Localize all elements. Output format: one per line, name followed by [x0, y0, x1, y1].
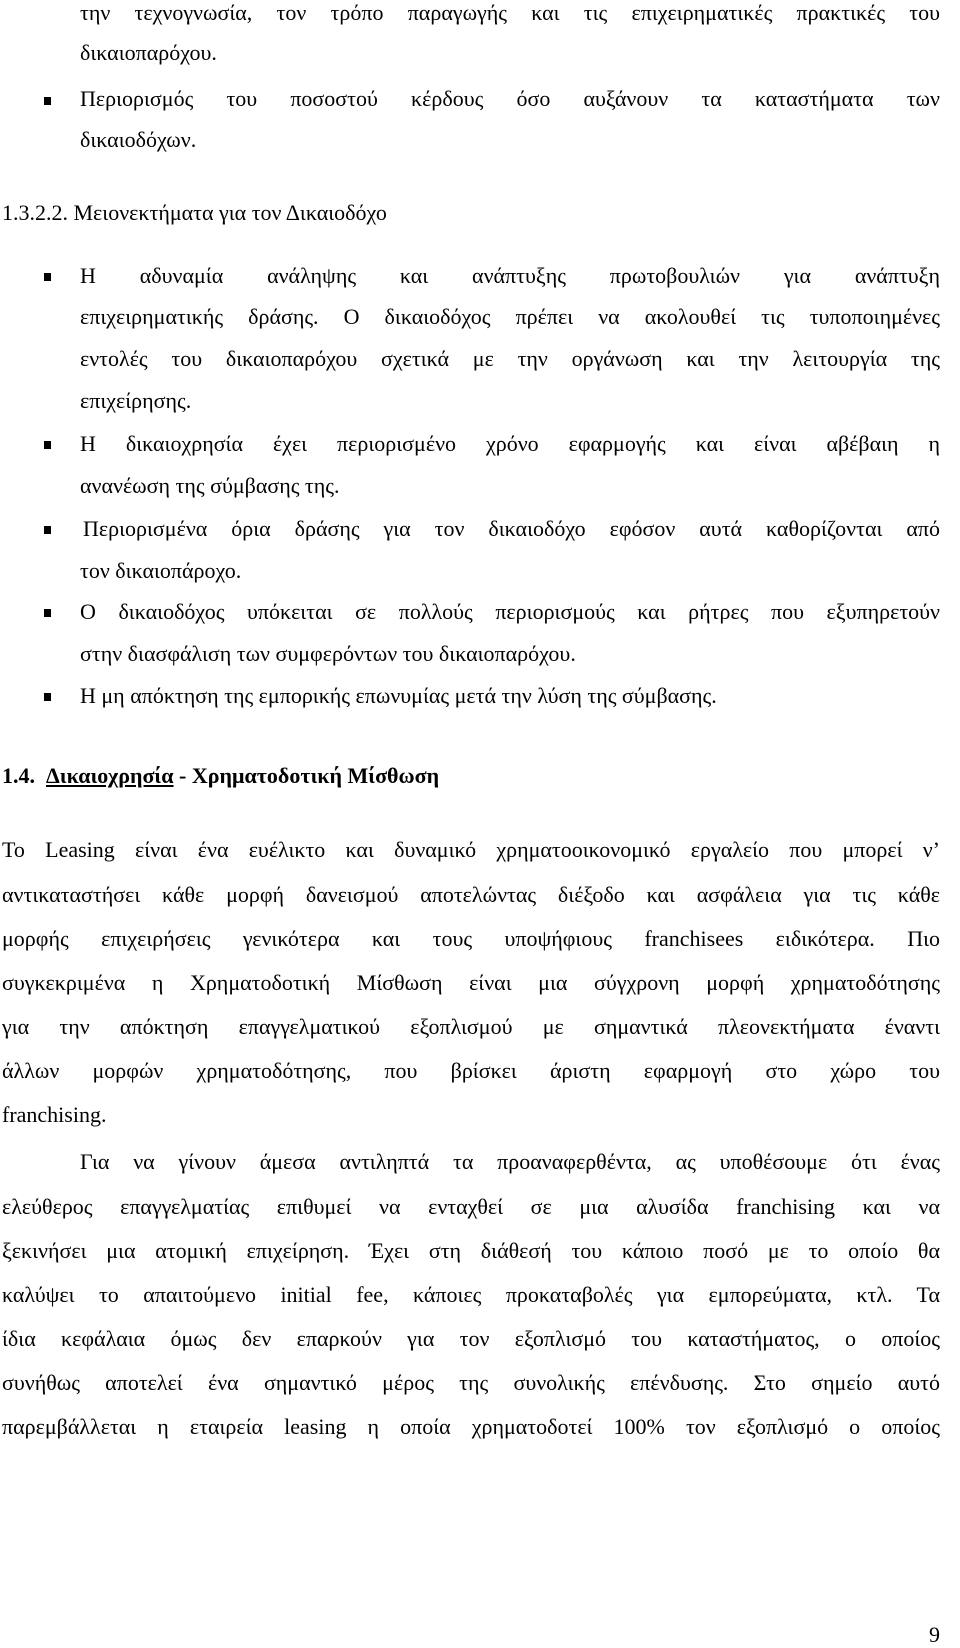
text-line: επιχείρησης.	[80, 388, 192, 413]
page-number: 9	[929, 1622, 940, 1647]
text-line: την τεχνογνωσία, τον τρόπο παραγωγής και τις επιχειρηματικές πρακτικές του	[80, 0, 940, 25]
text-line: Για να γίνουν άμεσα αντιληπτά τα προαναφερθέντα, ας υποθέσουμε ότι ένας	[80, 1149, 940, 1174]
text-line: Η δικαιοχρησία έχει περιορισμένο χρόνο εφαρμογής και είναι αβέβαιη η	[80, 431, 940, 456]
text-line: ίδια κεφάλαια όμως δεν επαρκούν για τον εξοπλισμό του καταστήματος, ο οποίος	[2, 1326, 940, 1351]
text-line: Η μη απόκτηση της εμπορικής επωνυμίας μετά την λύση της σύμβασης.	[80, 683, 717, 708]
bullet-icon	[44, 526, 51, 534]
text-line: ανανέωση της σύμβασης της.	[80, 473, 340, 498]
bullet-icon	[44, 693, 51, 701]
text-line: παρεμβάλλεται η εταιρεία leasing η οποία χρηματοδοτεί 100% τον εξοπλισμό ο οποίος	[2, 1414, 940, 1439]
text-line: αντικαταστήσει κάθε μορφή δανεισμού αποτελώντας διέξοδο και ασφάλεια για τις κάθε	[2, 882, 940, 907]
text-line: μορφής επιχειρήσεις γενικότερα και τους υποψήφιους franchisees ειδικότερα. Πιο	[2, 926, 940, 951]
text-line: εντολές του δικαιοπαρόχου σχετικά με την οργάνωση και την λειτουργία της	[80, 346, 940, 371]
text-line: Ο δικαιοδόχος υπόκειται σε πολλούς περιορισμούς και ρήτρες που εξυπηρετούν	[80, 599, 940, 624]
bullet-icon	[44, 609, 51, 617]
text-line: για την απόκτηση επαγγελματικού εξοπλισμού με σημαντικά πλεονεκτήματα έναντι	[2, 1014, 940, 1039]
text-line: δικαιοπαρόχου.	[80, 40, 217, 65]
text-line: καλύψει το απαιτούμενο initial fee, κάποιες προκαταβολές για εμπορεύματα, κτλ. Τα	[2, 1282, 940, 1307]
section-number: 1.4.	[2, 763, 35, 788]
text-line: στην διασφάλιση των συμφερόντων του δικαιοπαρόχου.	[80, 641, 576, 666]
section-title-rest: - Χρηματοδοτική Μίσθωση	[173, 763, 440, 788]
text-line: ξεκινήσει μια ατομική επιχείρηση. Έχει στη διάθεσή του κάποιο ποσό με το οποίο θα	[2, 1238, 940, 1263]
bullet-icon	[44, 273, 51, 281]
section-title-underlined: Δικαιοχρησία	[46, 763, 174, 788]
text-line: franchising.	[2, 1102, 107, 1127]
text-line: Η αδυναμία ανάληψης και ανάπτυξης πρωτοβουλιών για ανάπτυξη	[80, 263, 940, 288]
text-line: δικαιοδόχων.	[80, 127, 197, 152]
bullet-icon	[44, 441, 51, 449]
text-line: επιχειρηματικής δράσης. Ο δικαιοδόχος πρέπει να ακολουθεί τις τυποποιημένες	[80, 304, 940, 329]
text-line: τον δικαιοπάροχο.	[80, 558, 242, 583]
text-line: άλλων μορφών χρηματοδότησης, που βρίσκει άριστη εφαρμογή στο χώρο του	[2, 1058, 940, 1083]
text-line: ελεύθερος επαγγελματίας επιθυμεί να ενταχθεί σε μια αλυσίδα franchising και να	[2, 1194, 940, 1219]
bullet-icon	[44, 97, 51, 105]
text-line: Το Leasing είναι ένα ευέλικτο και δυναμικό χρηματοοικονομικό εργαλείο που μπορεί ν’	[2, 837, 940, 862]
subsection-heading: 1.3.2.2. Μειονεκτήματα για τον Δικαιοδόχο	[2, 200, 387, 225]
text-line: Περιορισμός του ποσοστού κέρδους όσο αυξάνουν τα καταστήματα των	[80, 86, 940, 111]
text-line: συνήθως αποτελεί ένα σημαντικό μέρος της συνολικής επένδυσης. Στο σημείο αυτό	[2, 1370, 940, 1395]
text-line: συγκεκριμένα η Χρηματοδοτική Μίσθωση είναι μια σύγχρονη μορφή χρηματοδότησης	[2, 970, 940, 995]
text-line: Περιορισμένα όρια δράσης για τον δικαιοδόχο εφόσον αυτά καθορίζονται από	[83, 516, 940, 541]
section-heading	[2, 763, 439, 789]
